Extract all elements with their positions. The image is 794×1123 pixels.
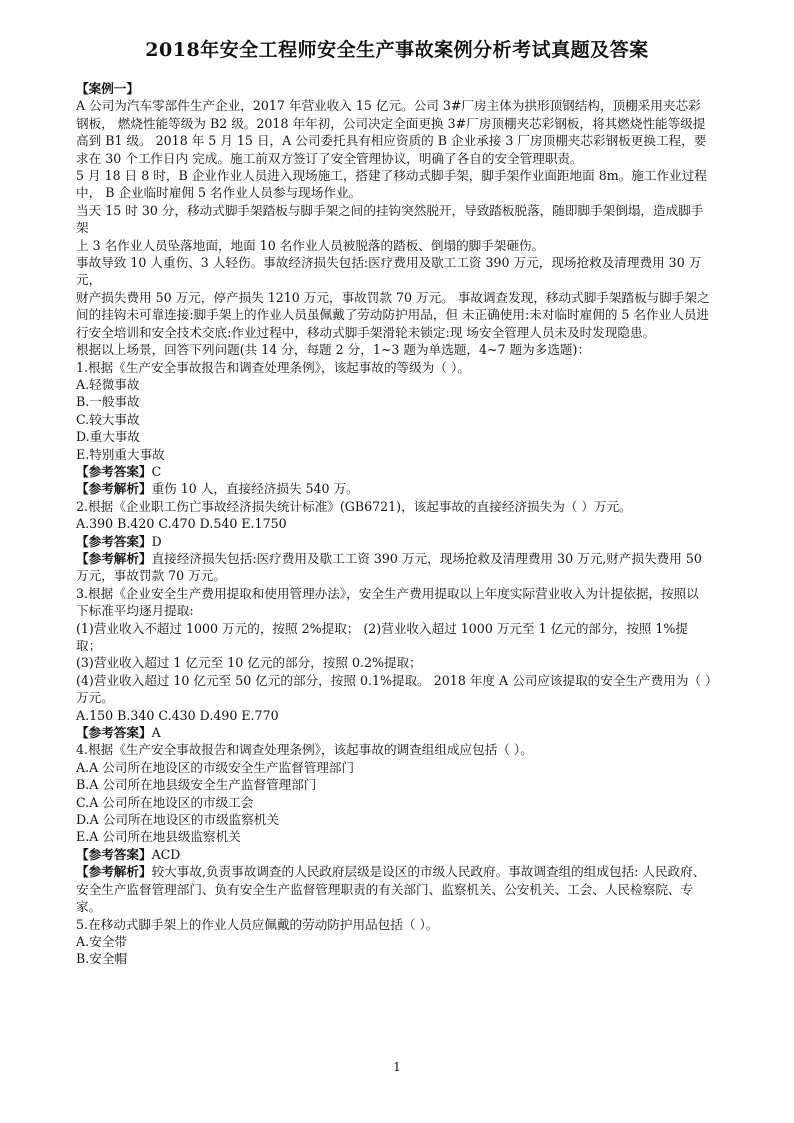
analysis-label: 【参考解析】 — [76, 481, 152, 497]
question-3-line: (1)营业收入不超过 1000 万元的，按照 2%提取； (2)营业收入超过 1000 万元至 1 亿元的部分，按照 1%提取； — [76, 620, 688, 653]
answer-label: 【参考答案】 — [76, 846, 152, 862]
case-paragraph: 当天 15 时 30 分，移动式脚手架踏板与脚手架之间的挂钩突然脱开，导致踏板脱落，随即脚手架倒塌，造成脚手架 — [76, 202, 704, 236]
answer-value: C — [151, 463, 162, 479]
analysis-text: 直接经济损失包括:医疗费用及歇工工资 390 万元，现场抢救及清理费用 30 万元,财产损失费用 50 万元，事故罚款 70 万元。 — [76, 550, 702, 584]
answer-label: 【参考答案】 — [76, 725, 152, 741]
question-1-option: B.一般事故 — [76, 394, 140, 410]
question-4-analysis — [76, 863, 712, 915]
question-3-stem: 3.根据《企业安全生产费用提取和使用管理办法》，安全生产费用提取以上年度实际营业收入为计提依据，按照以 下标准平均逐月提取: — [76, 585, 699, 619]
question-1-analysis — [76, 480, 712, 497]
question-2-answer — [76, 533, 712, 550]
question-3-line: (4)营业收入超过 10 亿元至 50 亿元的部分，按照 0.1%提取。 2018 年度 A 公司应该提取的安全生产费用为（ ）万元。 — [76, 672, 712, 706]
answer-label: 【参考答案】 — [76, 533, 152, 549]
question-3-options: A.150 B.340 C.430 D.490 E.770 — [76, 707, 279, 723]
document-body — [76, 80, 712, 968]
case-paragraph: 5 月 18 日 8 时，B 企业作业人员进入现场施工，搭建了移动式脚手架，脚手架作业面距地面 8m。施工作业过程中， B 企业临时雇佣 5 名作业人员参与现场作业。 — [76, 168, 707, 201]
question-1-option: C.较大事故 — [76, 411, 140, 427]
question-1-stem: 1.根据《生产安全事故报告和调查处理条例》，该起事故的等级为（ ）。 — [76, 359, 470, 375]
question-2-analysis — [76, 550, 712, 585]
question-4-option: B.A 公司所在地县级安全生产监督管理部门 — [76, 777, 317, 793]
question-1-option: E.特别重大事故 — [76, 446, 165, 462]
page-number: 1 — [393, 1060, 401, 1074]
question-4-option: D.A 公司所在地设区的市级监察机关 — [76, 812, 280, 828]
question-4-option: A.A 公司所在地设区的市级安全生产监督管理部门 — [76, 759, 355, 775]
case-paragraph: A 公司为汽车零部件生产企业，2017 年营业收入 15 亿元。公司 3#厂房主体为拱形顶钢结构，顶棚采用夹芯彩钢板， 燃烧性能等级为 B2 级。2018 年年初，公司决定全面更换 3#厂房顶棚夹芯彩钢板，将其燃烧性能等级提高到 B1 级。 2018 年 5 月 15 日，A 公司委托具有相应资质的 B 企业承接 3 厂房顶棚夹芯彩钢板更换工程，要求在 30 个工作日内 完成。施工前双方签订了安全管理协议，明确了各自的安全管理职责。 — [76, 98, 707, 166]
question-4-answer — [76, 846, 712, 863]
question-5-option: A.安全带 — [76, 933, 127, 949]
case-heading: 【案例一】 — [76, 81, 139, 96]
question-5-stem: 5.在移动式脚手架上的作业人员应佩戴的劳动防护用品包括（ ）。 — [76, 916, 439, 932]
case-paragraph: 根据以上场景，回答下列问题(共 14 分，每题 2 分，1~3 题为单选题，4~7 题为多选题)： — [76, 342, 591, 358]
question-3-answer — [76, 724, 712, 741]
question-1-answer — [76, 463, 712, 480]
question-4-option: E.A 公司所在地县级监察机关 — [76, 829, 241, 845]
question-2-options: A.390 B.420 C.470 D.540 E.1750 — [76, 516, 287, 532]
analysis-label: 【参考解析】 — [76, 550, 152, 566]
question-2-stem: 2.根据《企业职工伤亡事故经济损失统计标准》(GB6721)，该起事故的直接经济损失为（ ）万元。 — [76, 498, 632, 514]
document-title: 2018年安全工程师安全生产事故案例分析考试真题及答案 — [145, 39, 649, 61]
answer-value: A — [151, 725, 161, 741]
answer-value: ACD — [151, 846, 181, 862]
case-paragraph: 上 3 名作业人员坠落地面，地面 10 名作业人员被脱落的踏板、倒塌的脚手架砸伤。 — [76, 237, 545, 253]
question-3-line: (3)营业收入超过 1 亿元至 10 亿元的部分，按照 0.2%提取； — [76, 655, 422, 671]
question-5-option: B.安全帽 — [76, 951, 128, 967]
answer-label: 【参考答案】 — [76, 463, 152, 479]
question-1-option: A.轻微事故 — [76, 376, 140, 392]
analysis-text: 重伤 10 人，直接经济损失 540 万。 — [151, 481, 359, 497]
case-paragraph: 财产损失费用 50 万元，停产损失 1210 万元，事故罚款 70 万元。 事故调查发现，移动式脚手架踏板与脚手架之间的挂钩未可靠连接:脚手架上的作业人员虽佩戴了劳动防护用品，但 未正确使用:未对临时雇佣的 5 名作业人员进行安全培训和安全技术交底:作业过程中，移动式脚手架滑轮未锁定:现 场安全管理人员未及时发现隐患。 — [76, 289, 710, 340]
question-1-option: D.重大事故 — [76, 429, 141, 445]
analysis-text: 较大事故,负责事故调查的人民政府层级是设区的市级人民政府。事故调查组的组成包括: 人民政府、 安全生产监督管理部门、负有安全生产监督管理职责的有关部门、监察机关、公安机关、工会、人民检察院、专家。 — [76, 864, 706, 915]
question-4-option: C.A 公司所在地设区的市级工会 — [76, 794, 254, 810]
question-4-stem: 4.根据《生产安全事故报告和调查处理条例》，该起事故的调查组组成应包括（ ）。 — [76, 742, 533, 758]
answer-value: D — [151, 533, 162, 549]
analysis-label: 【参考解析】 — [76, 864, 152, 880]
case-paragraph: 事故导致 10 人重伤、3 人轻伤。事故经济损失包括:医疗费用及歇工工资 390 万元，现场抢救及清理费用 30 万元， — [76, 255, 702, 288]
